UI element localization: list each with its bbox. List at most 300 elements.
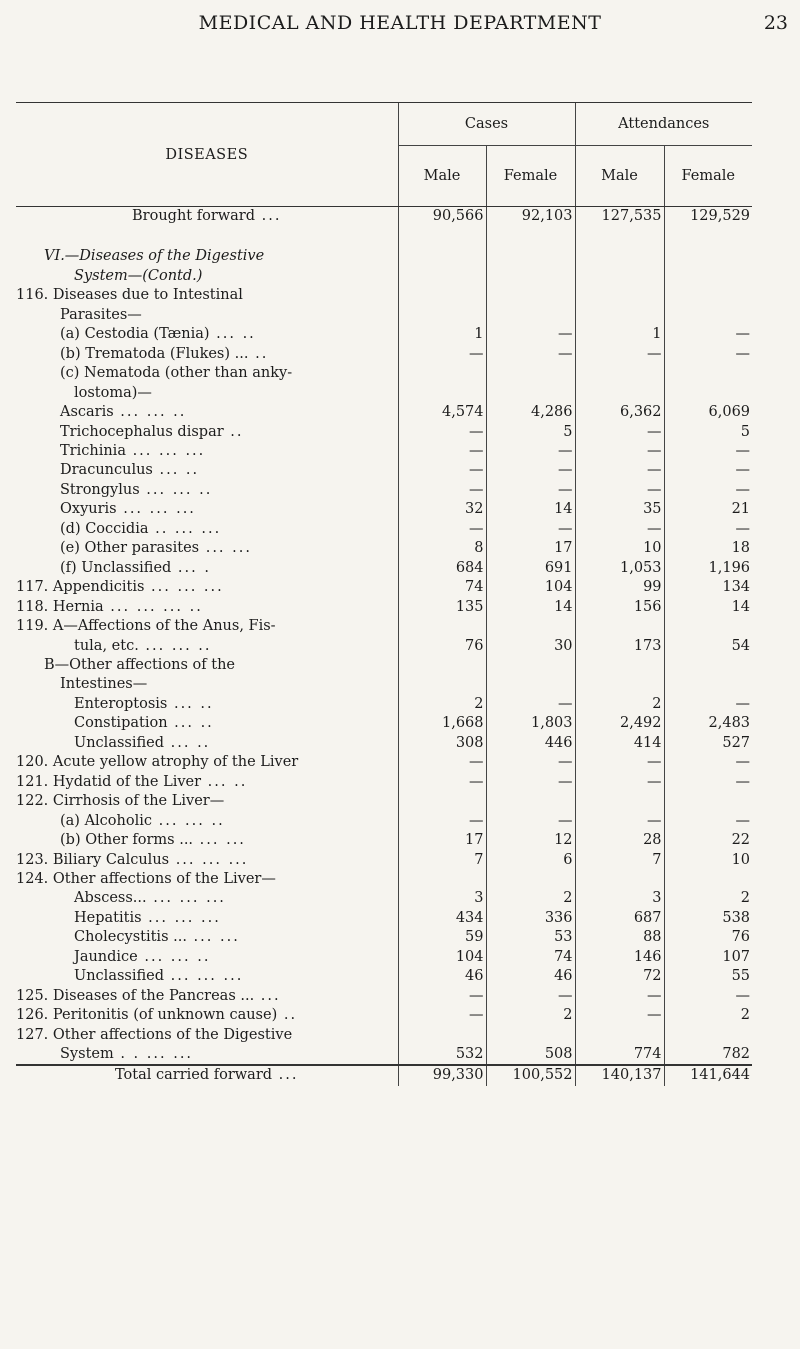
attendances-female-value: 2 <box>664 889 752 908</box>
table-row <box>16 267 752 286</box>
cases-male-value: 7 <box>398 851 486 870</box>
cases-male-value <box>398 675 486 694</box>
page-title: MEDICAL AND HEALTH DEPARTMENT <box>198 12 602 34</box>
cases-female-value <box>486 286 575 305</box>
cases-male-value: — <box>398 481 486 500</box>
cases-male-value: 74 <box>398 578 486 597</box>
attendances-female-value <box>664 656 752 675</box>
cases-male-header: Male <box>398 146 486 207</box>
attendances-female-value: — <box>664 753 752 772</box>
leader-dots: ... .. <box>167 715 214 732</box>
cases-male-value: — <box>398 753 486 772</box>
table-row <box>16 345 752 364</box>
table-row <box>16 1045 752 1065</box>
attendances-male-value <box>575 267 664 286</box>
cases-male-value <box>398 247 486 266</box>
attendances-male-value <box>575 656 664 675</box>
attendances-male-value <box>575 364 664 383</box>
table-row <box>16 559 752 578</box>
table-row <box>16 481 752 500</box>
cases-male-value: — <box>398 1006 486 1025</box>
disease-name: 124. Other affections of the Liver— <box>16 870 276 887</box>
disease-label <box>16 1026 398 1045</box>
disease-label <box>16 1045 398 1065</box>
page-number: 23 <box>763 12 788 34</box>
disease-name: Trichinia <box>60 442 126 459</box>
page-header <box>0 0 800 60</box>
leader-dots: ... ... <box>193 832 246 849</box>
disease-label <box>16 345 398 364</box>
cases-male-value <box>398 792 486 811</box>
cases-male-value: 32 <box>398 500 486 519</box>
disease-label <box>16 773 398 792</box>
disease-name: Total carried forward <box>115 1067 273 1084</box>
table-row <box>16 967 752 986</box>
disease-name: 120. Acute yellow atrophy of the Liver <box>16 754 299 771</box>
cases-female-value: 30 <box>486 637 575 656</box>
disease-label <box>16 1065 398 1085</box>
attendances-female-value <box>664 286 752 305</box>
cases-female-value <box>486 364 575 383</box>
attendances-male-value: 173 <box>575 637 664 656</box>
table-row <box>16 247 752 266</box>
cases-female-value: 53 <box>486 928 575 947</box>
leader-dots: ... ... .. <box>113 404 187 421</box>
table-row <box>16 851 752 870</box>
disease-label <box>16 598 398 617</box>
attendances-female-value: 76 <box>664 928 752 947</box>
attendances-female-value <box>664 267 752 286</box>
table-row <box>16 714 752 733</box>
cases-male-value: — <box>398 773 486 792</box>
attendances-male-value: 127,535 <box>575 207 664 227</box>
cases-female-value: 691 <box>486 559 575 578</box>
table-row <box>16 870 752 889</box>
attendances-female-value: 134 <box>664 578 752 597</box>
attendances-male-value: 414 <box>575 734 664 753</box>
leader-dots: ... ... ... <box>125 442 206 459</box>
disease-label <box>16 812 398 831</box>
disease-name: 121. Hydatid of the Liver <box>16 773 202 790</box>
leader-dots: ... ... ... <box>164 968 244 985</box>
table-row <box>16 637 752 656</box>
disease-label <box>16 500 398 519</box>
disease-name: Enteroptosis <box>74 695 168 712</box>
disease-label <box>16 909 398 928</box>
cases-male-value: 8 <box>398 539 486 558</box>
disease-name: tula, etc. <box>74 637 139 654</box>
attendances-female-value: — <box>664 695 752 714</box>
attendances-male-value: 7 <box>575 851 664 870</box>
disease-name: (b) Trematoda (Flukes) ... <box>60 345 249 362</box>
table-row <box>16 325 752 344</box>
disease-label <box>16 539 398 558</box>
cases-female-value <box>486 1026 575 1045</box>
table-row <box>16 928 752 947</box>
disease-name: Jaundice <box>74 948 138 965</box>
cases-female-value: 74 <box>486 948 575 967</box>
disease-name: Strongylus <box>60 481 140 498</box>
disease-label <box>16 442 398 461</box>
cases-male-value: 99,330 <box>398 1065 486 1085</box>
table-row <box>16 617 752 636</box>
attendances-female-value: — <box>664 325 752 344</box>
attendances-header: Attendances <box>575 103 752 146</box>
cases-female-value: — <box>486 442 575 461</box>
cases-female-value: 12 <box>486 831 575 850</box>
leader-dots: ... . <box>171 559 211 576</box>
cases-male-value: — <box>398 345 486 364</box>
attendances-male-value: — <box>575 1006 664 1025</box>
disease-name: 127. Other affections of the Digestive <box>16 1026 293 1043</box>
disease-name: 118. Hernia <box>16 598 104 615</box>
table-row <box>16 1026 752 1045</box>
attendances-female-value: — <box>664 773 752 792</box>
leader-dots: ... ... ... <box>141 909 221 926</box>
leader-dots: ... ... ... <box>116 501 196 518</box>
leader-dots: ... .. <box>152 462 200 479</box>
table-body <box>16 207 752 1086</box>
cases-female-value: 2 <box>486 889 575 908</box>
cases-female-value: — <box>486 695 575 714</box>
cases-female-value: 4,286 <box>486 403 575 422</box>
disease-label <box>16 306 398 325</box>
attendances-female-value: — <box>664 812 752 831</box>
cases-male-value: — <box>398 812 486 831</box>
attendances-female-value: 782 <box>664 1045 752 1065</box>
cases-female-value <box>486 267 575 286</box>
leader-dots: .. <box>248 345 269 362</box>
disease-label <box>16 831 398 850</box>
disease-name: Hepatitis <box>74 909 142 926</box>
cases-female-value <box>486 870 575 889</box>
disease-name: Parasites— <box>60 306 142 323</box>
table-row <box>16 423 752 442</box>
table-row <box>16 909 752 928</box>
disease-label <box>16 520 398 539</box>
cases-female-value: 2 <box>486 1006 575 1025</box>
cases-female-value <box>486 247 575 266</box>
attendances-male-value: 72 <box>575 967 664 986</box>
cases-female-header: Female <box>486 146 575 207</box>
cases-male-value: 434 <box>398 909 486 928</box>
disease-name: Trichocephalus dispar <box>60 423 224 440</box>
attendances-male-value: 10 <box>575 539 664 558</box>
cases-male-value: 308 <box>398 734 486 753</box>
attendances-female-value: — <box>664 520 752 539</box>
attendances-female-value: 527 <box>664 734 752 753</box>
attendances-female-value <box>664 870 752 889</box>
leader-dots: ... ... <box>199 540 252 557</box>
attendances-male-value <box>575 1026 664 1045</box>
disease-name: Dracunculus <box>60 462 153 479</box>
attendances-female-value <box>664 1026 752 1045</box>
cases-male-value: 3 <box>398 889 486 908</box>
disease-label <box>16 578 398 597</box>
cases-female-value <box>486 675 575 694</box>
disease-name: Constipation <box>74 715 168 732</box>
attendances-male-value: 1 <box>575 325 664 344</box>
leader-dots: .. <box>223 423 244 440</box>
disease-name: (a) Alcoholic <box>60 812 152 829</box>
cases-male-value <box>398 286 486 305</box>
cases-male-value: 4,574 <box>398 403 486 422</box>
disease-label <box>16 928 398 947</box>
cases-female-value: 446 <box>486 734 575 753</box>
cases-female-value: — <box>486 773 575 792</box>
disease-label <box>16 948 398 967</box>
table-row <box>16 461 752 480</box>
attendances-female-value: 14 <box>664 598 752 617</box>
cases-female-value: — <box>486 481 575 500</box>
attendances-female-value: 22 <box>664 831 752 850</box>
disease-name: 122. Cirrhosis of the Liver— <box>16 793 225 810</box>
disease-name: VI.—Diseases of the Digestive <box>44 248 265 265</box>
attendances-female-value: — <box>664 987 752 1006</box>
attendances-male-value: — <box>575 987 664 1006</box>
leader-dots: .. ... ... <box>148 520 222 537</box>
disease-label <box>16 286 398 305</box>
leader-dots: ... ... .. <box>152 812 225 829</box>
leader-dots: ... .. <box>201 773 248 790</box>
attendances-female-value: 141,644 <box>664 1065 752 1085</box>
disease-name: System <box>60 1046 114 1063</box>
attendances-female-value: 10 <box>664 851 752 870</box>
attendances-male-value: — <box>575 442 664 461</box>
cases-female-value <box>486 306 575 325</box>
attendances-male-value <box>575 384 664 403</box>
attendances-male-value: — <box>575 520 664 539</box>
disease-label <box>16 753 398 772</box>
table-row <box>16 403 752 422</box>
spacer-cell <box>664 226 752 247</box>
disease-label <box>16 559 398 578</box>
spacer-cell <box>16 226 398 247</box>
disease-name: (e) Other parasites <box>60 540 200 557</box>
leader-dots: ... ... ... <box>144 579 224 596</box>
cases-male-value: 1 <box>398 325 486 344</box>
cases-male-value <box>398 1026 486 1045</box>
disease-label <box>16 734 398 753</box>
disease-name: Intestines— <box>60 676 148 693</box>
attendances-male-value: — <box>575 461 664 480</box>
table-row <box>16 734 752 753</box>
cases-male-value <box>398 306 486 325</box>
attendances-male-value: — <box>575 753 664 772</box>
attendances-female-value: 6,069 <box>664 403 752 422</box>
table-row <box>16 306 752 325</box>
cases-female-value: — <box>486 520 575 539</box>
table-row <box>16 364 752 383</box>
cases-female-value: 100,552 <box>486 1065 575 1085</box>
cases-female-value: 14 <box>486 598 575 617</box>
table-row <box>16 889 752 908</box>
disease-label <box>16 870 398 889</box>
leader-dots: ... .. <box>164 734 211 751</box>
table-row <box>16 948 752 967</box>
cases-male-value: 104 <box>398 948 486 967</box>
disease-label <box>16 695 398 714</box>
disease-name: 126. Peritonitis (of unknown cause) <box>16 1007 278 1024</box>
attendances-male-value: 6,362 <box>575 403 664 422</box>
attendances-female-value: 2 <box>664 1006 752 1025</box>
table-row <box>16 226 752 247</box>
attendances-male-value: — <box>575 481 664 500</box>
attendances-male-value: — <box>575 773 664 792</box>
cases-female-value: — <box>486 812 575 831</box>
cases-male-value: 46 <box>398 967 486 986</box>
table-row <box>16 286 752 305</box>
attendances-male-value: 140,137 <box>575 1065 664 1085</box>
cases-male-value: — <box>398 423 486 442</box>
cases-male-value <box>398 267 486 286</box>
leader-dots: ... ... ... .. <box>103 598 203 615</box>
table-row <box>16 812 752 831</box>
attendances-female-value <box>664 675 752 694</box>
disease-name: 125. Diseases of the Pancreas ... <box>16 987 255 1004</box>
cases-female-value: — <box>486 753 575 772</box>
cases-female-value <box>486 792 575 811</box>
cases-male-value: — <box>398 520 486 539</box>
cases-male-value: 532 <box>398 1045 486 1065</box>
disease-label <box>16 656 398 675</box>
table-row <box>16 1006 752 1025</box>
table-row <box>16 598 752 617</box>
attendances-male-value: — <box>575 345 664 364</box>
disease-label <box>16 423 398 442</box>
table-row <box>16 831 752 850</box>
disease-label <box>16 714 398 733</box>
cases-female-value <box>486 617 575 636</box>
cases-female-value: 1,803 <box>486 714 575 733</box>
attendances-male-value: 146 <box>575 948 664 967</box>
disease-label <box>16 325 398 344</box>
cases-female-value: 5 <box>486 423 575 442</box>
attendances-female-header: Female <box>664 146 752 207</box>
cases-female-value: 6 <box>486 851 575 870</box>
disease-name: Unclassified <box>74 734 165 751</box>
cases-male-value <box>398 617 486 636</box>
disease-name: Ascaris <box>60 404 114 421</box>
disease-label <box>16 364 398 383</box>
leader-dots: ... ... <box>186 929 240 946</box>
attendances-female-value: 5 <box>664 423 752 442</box>
disease-name: Abscess... <box>74 890 147 907</box>
attendances-female-value: 538 <box>664 909 752 928</box>
leader-dots: ... .. <box>209 326 256 343</box>
cases-male-value: 17 <box>398 831 486 850</box>
disease-name: 119. A—Affections of the Anus, Fis- <box>16 618 276 635</box>
disease-name: lostoma)— <box>74 384 152 401</box>
disease-label <box>16 1006 398 1025</box>
attendances-male-value <box>575 617 664 636</box>
disease-label <box>16 792 398 811</box>
leader-dots: ... ... .. <box>137 948 211 965</box>
cases-female-value <box>486 384 575 403</box>
attendances-male-value <box>575 306 664 325</box>
cases-male-value: 1,668 <box>398 714 486 733</box>
cases-male-value <box>398 870 486 889</box>
attendances-female-value: 107 <box>664 948 752 967</box>
table-row <box>16 500 752 519</box>
disease-label <box>16 851 398 870</box>
attendances-female-value: 21 <box>664 500 752 519</box>
cases-male-value: — <box>398 461 486 480</box>
attendances-male-value <box>575 675 664 694</box>
attendances-female-value: — <box>664 345 752 364</box>
diseases-header: DISEASES <box>16 103 398 207</box>
attendances-female-value <box>664 792 752 811</box>
attendances-male-value <box>575 247 664 266</box>
disease-name: Cholecystitis ... <box>74 929 187 946</box>
attendances-male-value <box>575 286 664 305</box>
disease-label <box>16 384 398 403</box>
disease-name: Brought forward <box>132 208 256 224</box>
leader-dots: ... <box>272 1067 299 1084</box>
cases-header: Cases <box>398 103 575 146</box>
cases-male-value: — <box>398 442 486 461</box>
cases-female-value <box>486 656 575 675</box>
attendances-female-value <box>664 617 752 636</box>
attendances-female-value <box>664 247 752 266</box>
leader-dots: . . ... ... <box>113 1046 194 1063</box>
cases-female-value: 17 <box>486 539 575 558</box>
disease-name: 123. Biliary Calculus <box>16 851 170 868</box>
cases-male-value: 2 <box>398 695 486 714</box>
attendances-male-value: — <box>575 812 664 831</box>
attendances-male-value: 88 <box>575 928 664 947</box>
attendances-male-value: 99 <box>575 578 664 597</box>
table-row <box>16 656 752 675</box>
disease-label <box>16 481 398 500</box>
disease-name: (b) Other forms ... <box>60 832 194 849</box>
disease-name: (c) Nematoda (other than anky- <box>60 365 293 382</box>
spacer-cell <box>575 226 664 247</box>
cases-male-value: — <box>398 987 486 1006</box>
disease-label <box>16 267 398 286</box>
disease-name: Unclassified <box>74 968 165 985</box>
leader-dots: ... ... .. <box>139 481 213 498</box>
attendances-male-value: 1,053 <box>575 559 664 578</box>
attendances-female-value <box>664 306 752 325</box>
table-row <box>16 442 752 461</box>
leader-dots: ... .. <box>167 695 214 712</box>
attendances-male-value <box>575 870 664 889</box>
attendances-female-value: — <box>664 461 752 480</box>
table-row <box>16 792 752 811</box>
attendances-female-value: 129,529 <box>664 207 752 227</box>
cases-male-value <box>398 384 486 403</box>
spacer-cell <box>486 226 575 247</box>
disease-label <box>16 987 398 1006</box>
attendances-male-value: 774 <box>575 1045 664 1065</box>
leader-dots: .. <box>277 1007 298 1024</box>
cases-female-value: — <box>486 325 575 344</box>
spacer-cell <box>398 226 486 247</box>
attendances-male-value: 2,492 <box>575 714 664 733</box>
table-row <box>16 987 752 1006</box>
table-row <box>16 384 752 403</box>
disease-label <box>16 637 398 656</box>
disease-label <box>16 207 398 227</box>
attendances-male-value <box>575 792 664 811</box>
cases-female-value: 46 <box>486 967 575 986</box>
attendances-male-value: 3 <box>575 889 664 908</box>
table-row <box>16 773 752 792</box>
attendances-female-value <box>664 364 752 383</box>
cases-female-value: 508 <box>486 1045 575 1065</box>
cases-male-value <box>398 364 486 383</box>
